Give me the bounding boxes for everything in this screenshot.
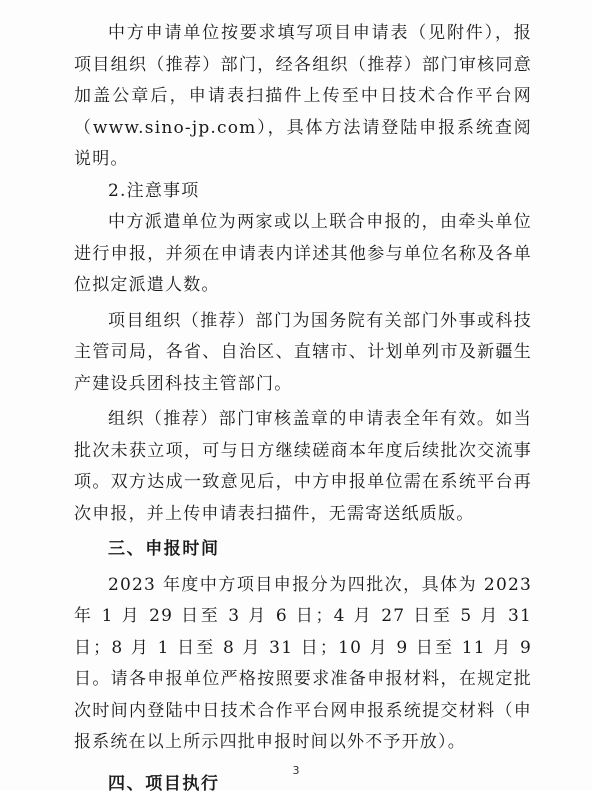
paragraph-application-submission: 中方申请单位按要求填写项目申请表（见附件），报项目组织（推荐）部门，经各组织（推荐）部门审核同意加盖公章后，申请表扫描件上传至中日技术合作平台网（www.sino-jp.com），具体方法请登陆申报系统查阅说明。 bbox=[74, 23, 532, 169]
paragraph-note-joint-application: 中方派遣单位为两家或以上联合申报的，由牵头单位进行申报，并须在申请表内详述其他参与单位名称及各单位拟定派遣人数。 bbox=[74, 212, 532, 295]
section-heading-application-time: 三、申报时间 bbox=[108, 539, 220, 559]
paragraph-application-time: 2023 年度中方项目申报分为四批次，具体为 2023 年 1 月 29 日至 3 月 6 日；4 月 27 日至 5 月 31 日；8 月 1 日至 8 月 31 日；10 月 9 日至 11 月 9 日。请各申报单位严格按照要求准备申报材料，在规定批次时间内登陆中日技术合作平台网申报系统提交材料（申报系统在以上所示四批申报时间以外不予开放）。 bbox=[74, 574, 532, 752]
document-body bbox=[74, 18, 532, 804]
page-number: 3 bbox=[292, 764, 300, 777]
paragraph-note-validity: 组织（推荐）部门审核盖章的申请表全年有效。如当批次未获立项，可与日方继续磋商本年度后续批次交流事项。双方达成一致意见后，中方申报单位需在系统平台再次申报，并上传申请表扫描件，无需寄送纸质版。 bbox=[74, 409, 532, 524]
paragraph-note-recommending-departments: 项目组织（推荐）部门为国务院有关部门外事或科技主管司局，各省、自治区、直辖市、计划单列市及新疆生产建设兵团科技主管部门。 bbox=[74, 310, 532, 394]
section-heading-project-execution: 四、项目执行 bbox=[108, 773, 220, 794]
subsection-title-notes: 2.注意事项 bbox=[108, 180, 200, 201]
